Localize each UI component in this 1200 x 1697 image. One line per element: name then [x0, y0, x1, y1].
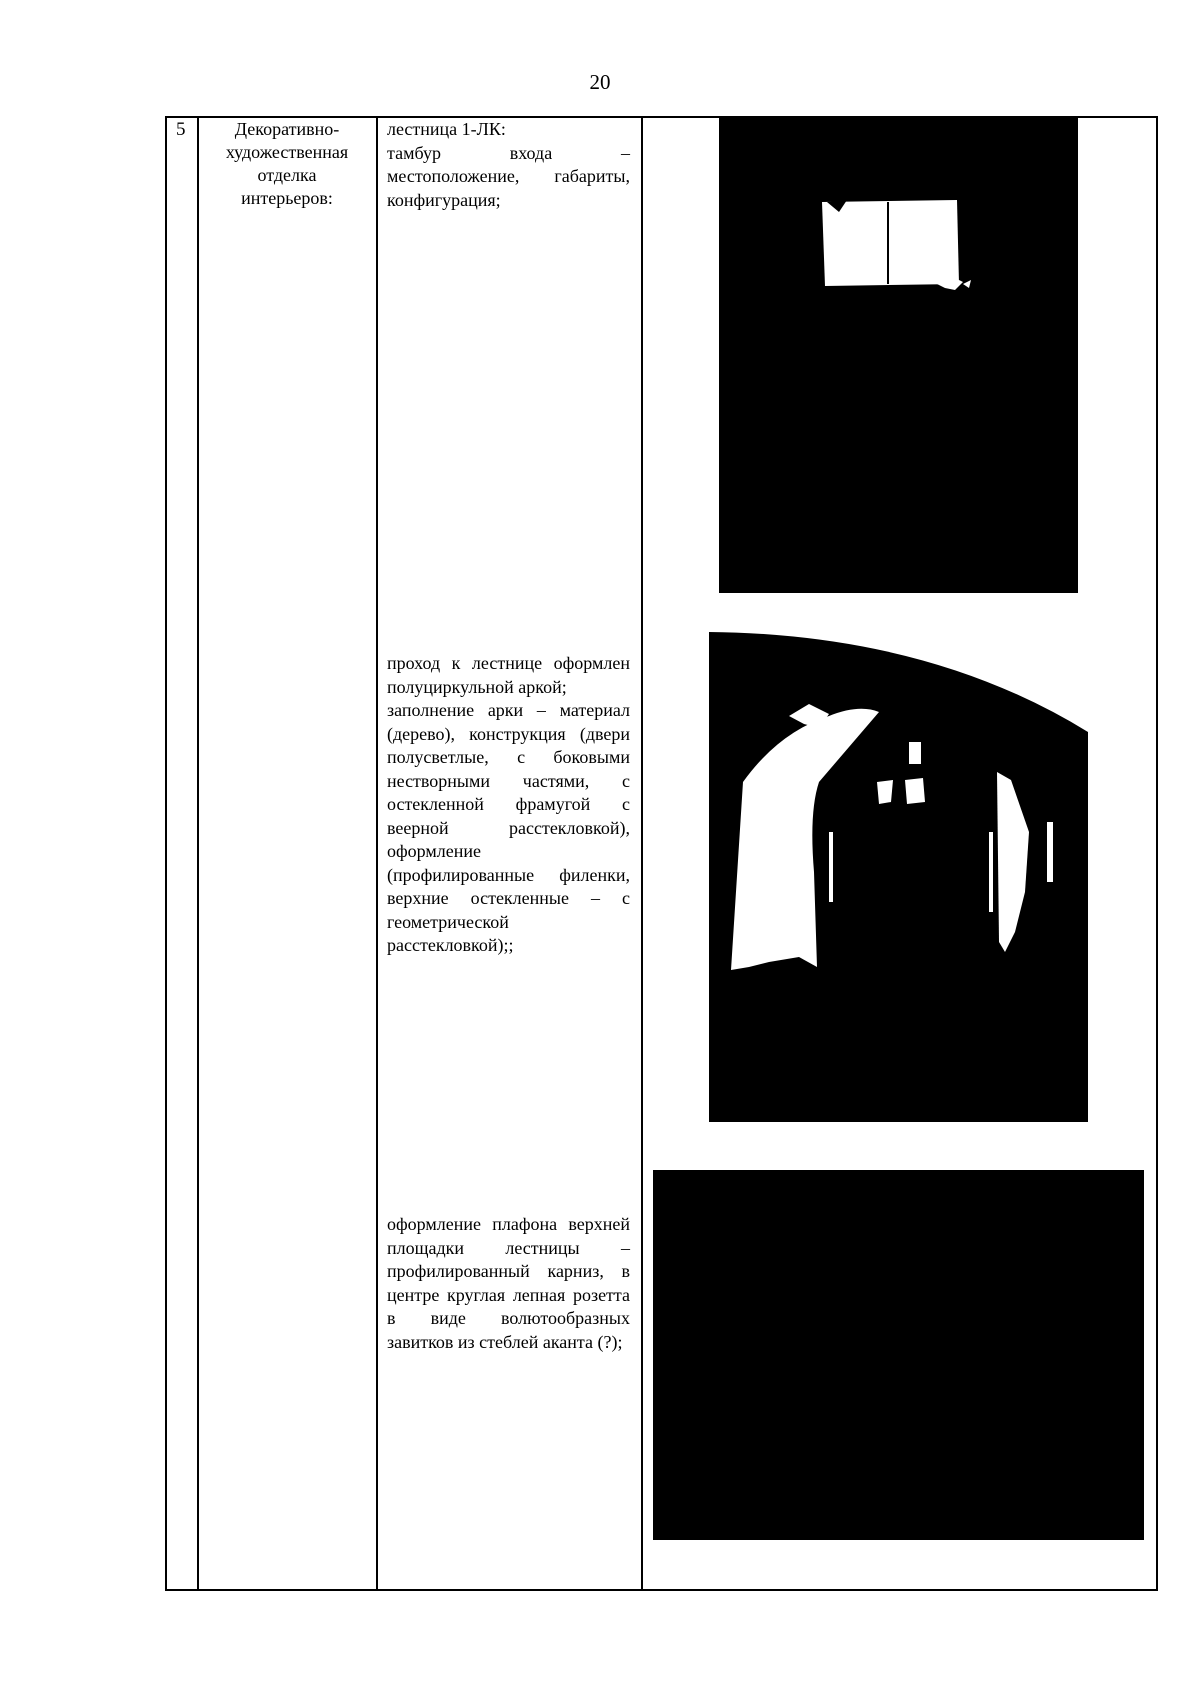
column-divider: [197, 116, 199, 1591]
description-line: проход к лестнице оформлен полуциркульной аркой;: [387, 653, 630, 697]
column-divider: [641, 116, 643, 1591]
category-line: художественная: [225, 142, 349, 162]
row-number: 5: [176, 119, 186, 140]
page-number: 20: [589, 70, 611, 94]
description-arch-passage: [387, 652, 630, 958]
description-line: заполнение арки – материал (дерево), конструкция (двери полусветлые, с боковыми нестворными частями, с остекленной фрамугой с веерной расстекловкой), оформление (профилированные филенки, верхние остекленные – с геометрической расстекловкой);;: [387, 700, 630, 955]
category-line: Декоративно-: [234, 119, 340, 139]
category-line: интерьеров:: [241, 188, 333, 208]
column-divider: [376, 116, 378, 1591]
row-category: [203, 118, 371, 210]
photo-arched-passage: [709, 632, 1088, 1122]
description-ceiling-plafond: [387, 1213, 630, 1354]
description-line: оформление плафона верхней площадки лестницы – профилированный карниз, в центре круглая лепная розетта в виде волютообразных завитков из стеблей аканта (?);: [387, 1214, 630, 1352]
description-entrance-vestibule: [387, 118, 630, 212]
description-line: лестница 1-ЛК:: [387, 119, 506, 139]
description-line: тамбур входа – местоположение, габариты, конфигурация;: [387, 142, 630, 210]
photo-ceiling-plafond: [653, 1170, 1144, 1540]
photo-entrance-vestibule: [719, 116, 1078, 593]
category-line: отделка: [257, 165, 317, 185]
